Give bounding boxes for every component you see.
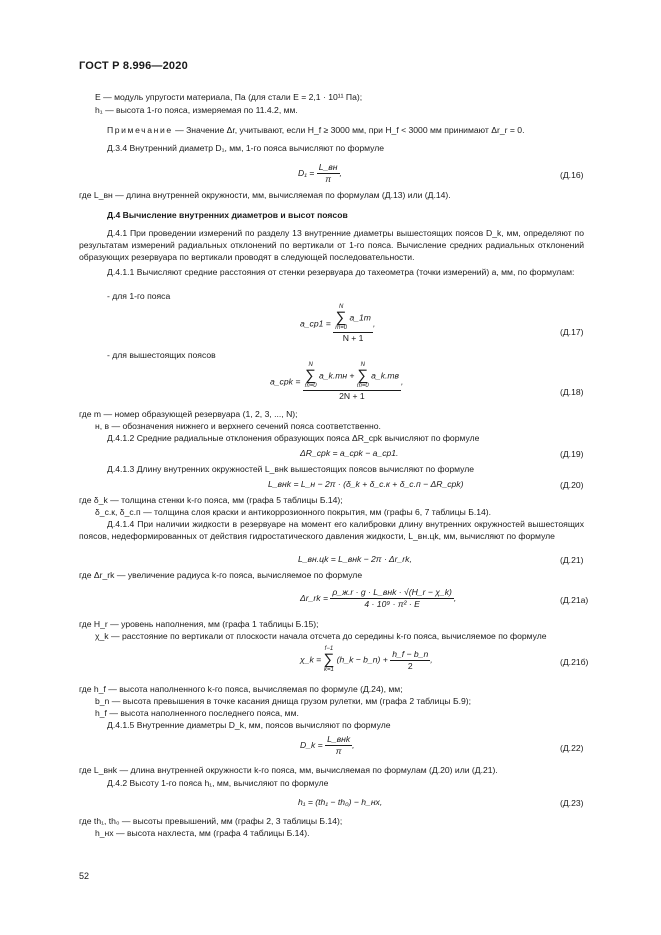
note [107,124,524,136]
formula-lhs: χ_k = [300,654,322,665]
where-e: E — модуль упругости материала, Па (для стали E = 2,1 · 10¹¹ Па); [95,92,363,102]
denominator: π [325,174,331,184]
sum-sign: N ∑ m=0 [304,362,317,389]
formula-d23: h₁ = (th₁ − th₀) − h_нх, [298,797,383,807]
formula-fraction [325,734,355,757]
d414-paragraph: Д.4.1.4 При наличии жидкости в резервуаре на момент его калибровки длину внутренних окружностей вышестоящих поясов, недеформированных от действия гидростатического давления жидкости, L_вн.цk, мм, вычисляют по формуле [79,519,584,541]
formula-label: (Д.20) [560,480,584,490]
where-dsk: δ_с.к, δ_с.п — толщина слоя краски и антикоррозионного покрытия, мм (графы 6, 7 таблицы Б.14). [95,507,492,517]
sum-term-2: a_k.mв [371,370,400,381]
denominator: 4 · 10⁹ · π² · E [364,599,420,609]
formula-tail: , [372,318,376,329]
where-hf: где h_f — высота наполненного k-го пояса, вычисляемая по формуле (Д.24), мм; [79,684,403,694]
d42-text: Д.4.2 Высоту 1-го пояса h₁, мм, вычисляют по формуле [107,778,329,788]
d412-text: Д.4.1.2 Средние радиальные отклонения образующих пояса ΔR_срk вычисляют по формуле [107,433,480,443]
formula-fraction [390,648,433,672]
formula-fraction [317,162,340,185]
numerator [303,362,404,391]
sum-upper: N [338,304,344,310]
where-h1: h₁ — высота 1-го пояса, измеряемая по 11.4.2, мм. [95,105,298,115]
formula-label: (Д.21б) [560,657,589,667]
plus-sign: + [349,370,355,381]
sum-lower: m=0 [304,383,317,389]
numerator: h_f − b_n [392,648,429,659]
note-text: — Значение Δr, учитывают, если H_f ≥ 3000 мм, при H_f < 3000 мм принимают Δr_r = 0. [172,125,525,135]
where-th: где th₁, th₀ — высоты превышений, мм (графы 2, 3 таблицы Б.14); [79,816,343,826]
sum-term: (h_k − b_n) + [336,654,388,665]
formula-label: (Д.23) [560,798,584,808]
formula-lhs: D_k = [300,739,323,750]
where-lvn: где L_вн — длина внутренней окружности, мм, вычисляемая по формулам (Д.13) или (Д.14). [79,190,451,200]
formula-label: (Д.17) [560,327,584,337]
denominator: 2 [407,660,413,671]
formula-lhs: a_ср1 = [300,318,331,329]
note-label: Примечание [107,125,173,135]
formula-label: (Д.21) [560,555,584,565]
formula-d21a [300,587,456,610]
formula-tail: , [453,592,457,603]
sum-upper: N [360,362,366,368]
formula-d18 [270,362,403,402]
sum-term: a_1m [349,312,371,323]
where-hr: где H_r — уровень наполнения, мм (графа 1 таблицы Б.15); [79,619,319,629]
formula-label: (Д.21а) [560,595,589,605]
formula-d21: L_вн.цk = L_внk − 2π · Δr_rk, [298,554,412,564]
denominator: π [335,746,342,756]
denominator: 2N + 1 [339,391,365,401]
formula-tail: , [352,739,355,750]
page-number: 52 [79,871,90,881]
formula-d20: L_внk = L_н − 2π · (δ_k + δ_с.к + δ_с.п − ΔR_срk) [268,479,464,489]
formula-label: (Д.18) [560,387,584,397]
d34-text: Д.3.4 Внутренний диаметр D₁, мм, 1-го пояса вычисляют по формуле [107,143,385,153]
where-chi: χ_k — расстояние по вертикали от плоскости начала отсчета до середины k-го пояса, вычисляемое по формуле [95,631,547,641]
sum-term-1: a_k.mн [318,370,348,381]
where-hnx: h_нх — высота нахлеста, мм (графа 4 таблицы Б.14). [95,828,310,838]
where-m: где m — номер образующей резервуара (1, 2, 3, ..., N); [79,409,298,419]
formula-lhs: D₁ = [298,167,315,178]
sum-lower: k=1 [324,667,334,673]
sum-lower: m=0 [356,383,369,389]
formula-lhs: Δr_rk = [300,592,328,603]
numerator: ρ_ж.r · g · L_внk · √(H_r − χ_k) [332,587,452,597]
formula-tail: , [430,654,433,665]
sum-sign: f−1 ∑ k=1 [323,646,335,673]
formula-lhs: a_срk = [270,376,301,387]
formula-label: (Д.19) [560,449,584,459]
d41-paragraph: Д.4.1 При проведении измерений по разделу 13 внутренние диаметры вышестоящих поясов D_k, мм, определяют по результатам измерений радиальных отклонений по вертикали от 1-го пояса. Вычисление средних радиальных отклонений образующих резервуара по вертикали проводят в следующей последовательности. [79,228,584,262]
sum-sign: N ∑ m=0 [335,304,348,331]
where-dk: где δ_k — толщина стенки k-го пояса, мм (графа 5 таблицы Б.14); [79,495,343,505]
formula-tail: , [339,167,342,178]
formula-label: (Д.16) [560,170,584,180]
where-nv: н, в — обозначения нижнего и верхнего сечений пояса соответственно. [95,421,381,431]
formula-d22 [300,734,355,757]
formula-label: (Д.22) [560,743,584,753]
d413-text: Д.4.1.3 Длину внутренних окружностей L_внk вышестоящих поясов вычисляют по формуле [107,464,475,474]
formula-d19: ΔR_срk = a_срk − a_ср1. [300,448,399,458]
where-lvnk: где L_внk — длина внутренней окружности k-го пояса, мм, вычисляемая по формулам (Д.20) или (Д.21). [79,765,498,775]
formula-d17 [300,304,375,344]
formula-d21b [300,646,433,674]
numerator: L_вн [318,162,338,172]
belt1-label: - для 1-го пояса [107,291,171,301]
where-hf-last: h_f — высота наполненного последнего пояса, мм. [95,708,299,718]
formula-fraction [303,362,404,402]
formula-fraction [333,304,376,344]
formula-fraction [330,587,453,610]
numerator: L_внk [327,734,351,744]
sum-lower: m=0 [335,325,348,331]
belts-upper-label: - для вышестоящих поясов [107,350,216,360]
section-title: Д.4 Вычисление внутренних диаметров и высот поясов [107,210,348,220]
sum-upper: N [308,362,313,368]
document-header: ГОСТ Р 8.996—2020 [79,60,188,72]
sum-upper: f−1 [324,646,334,652]
formula-tail: , [401,376,404,387]
denominator: N + 1 [342,333,364,343]
d411-paragraph: Д.4.1.1 Вычисляют средние расстояния от стенки резервуара до тахеометра (точки измерений) а, мм, по формулам: [107,267,575,277]
sum-sign: N ∑ m=0 [356,362,369,389]
numerator [333,304,376,333]
where-bn: b_n — высота превышения в точке касания днища грузом рулетки, мм (графа 2 таблицы Б.9); [95,696,472,706]
where-drk: где Δr_rk — увеличение радиуса k-го пояса, вычисляемое по формуле [79,570,363,580]
d415-text: Д.4.1.5 Внутренние диаметры D_k, мм, поясов вычисляют по формуле [107,720,391,730]
formula-d16 [298,162,342,185]
